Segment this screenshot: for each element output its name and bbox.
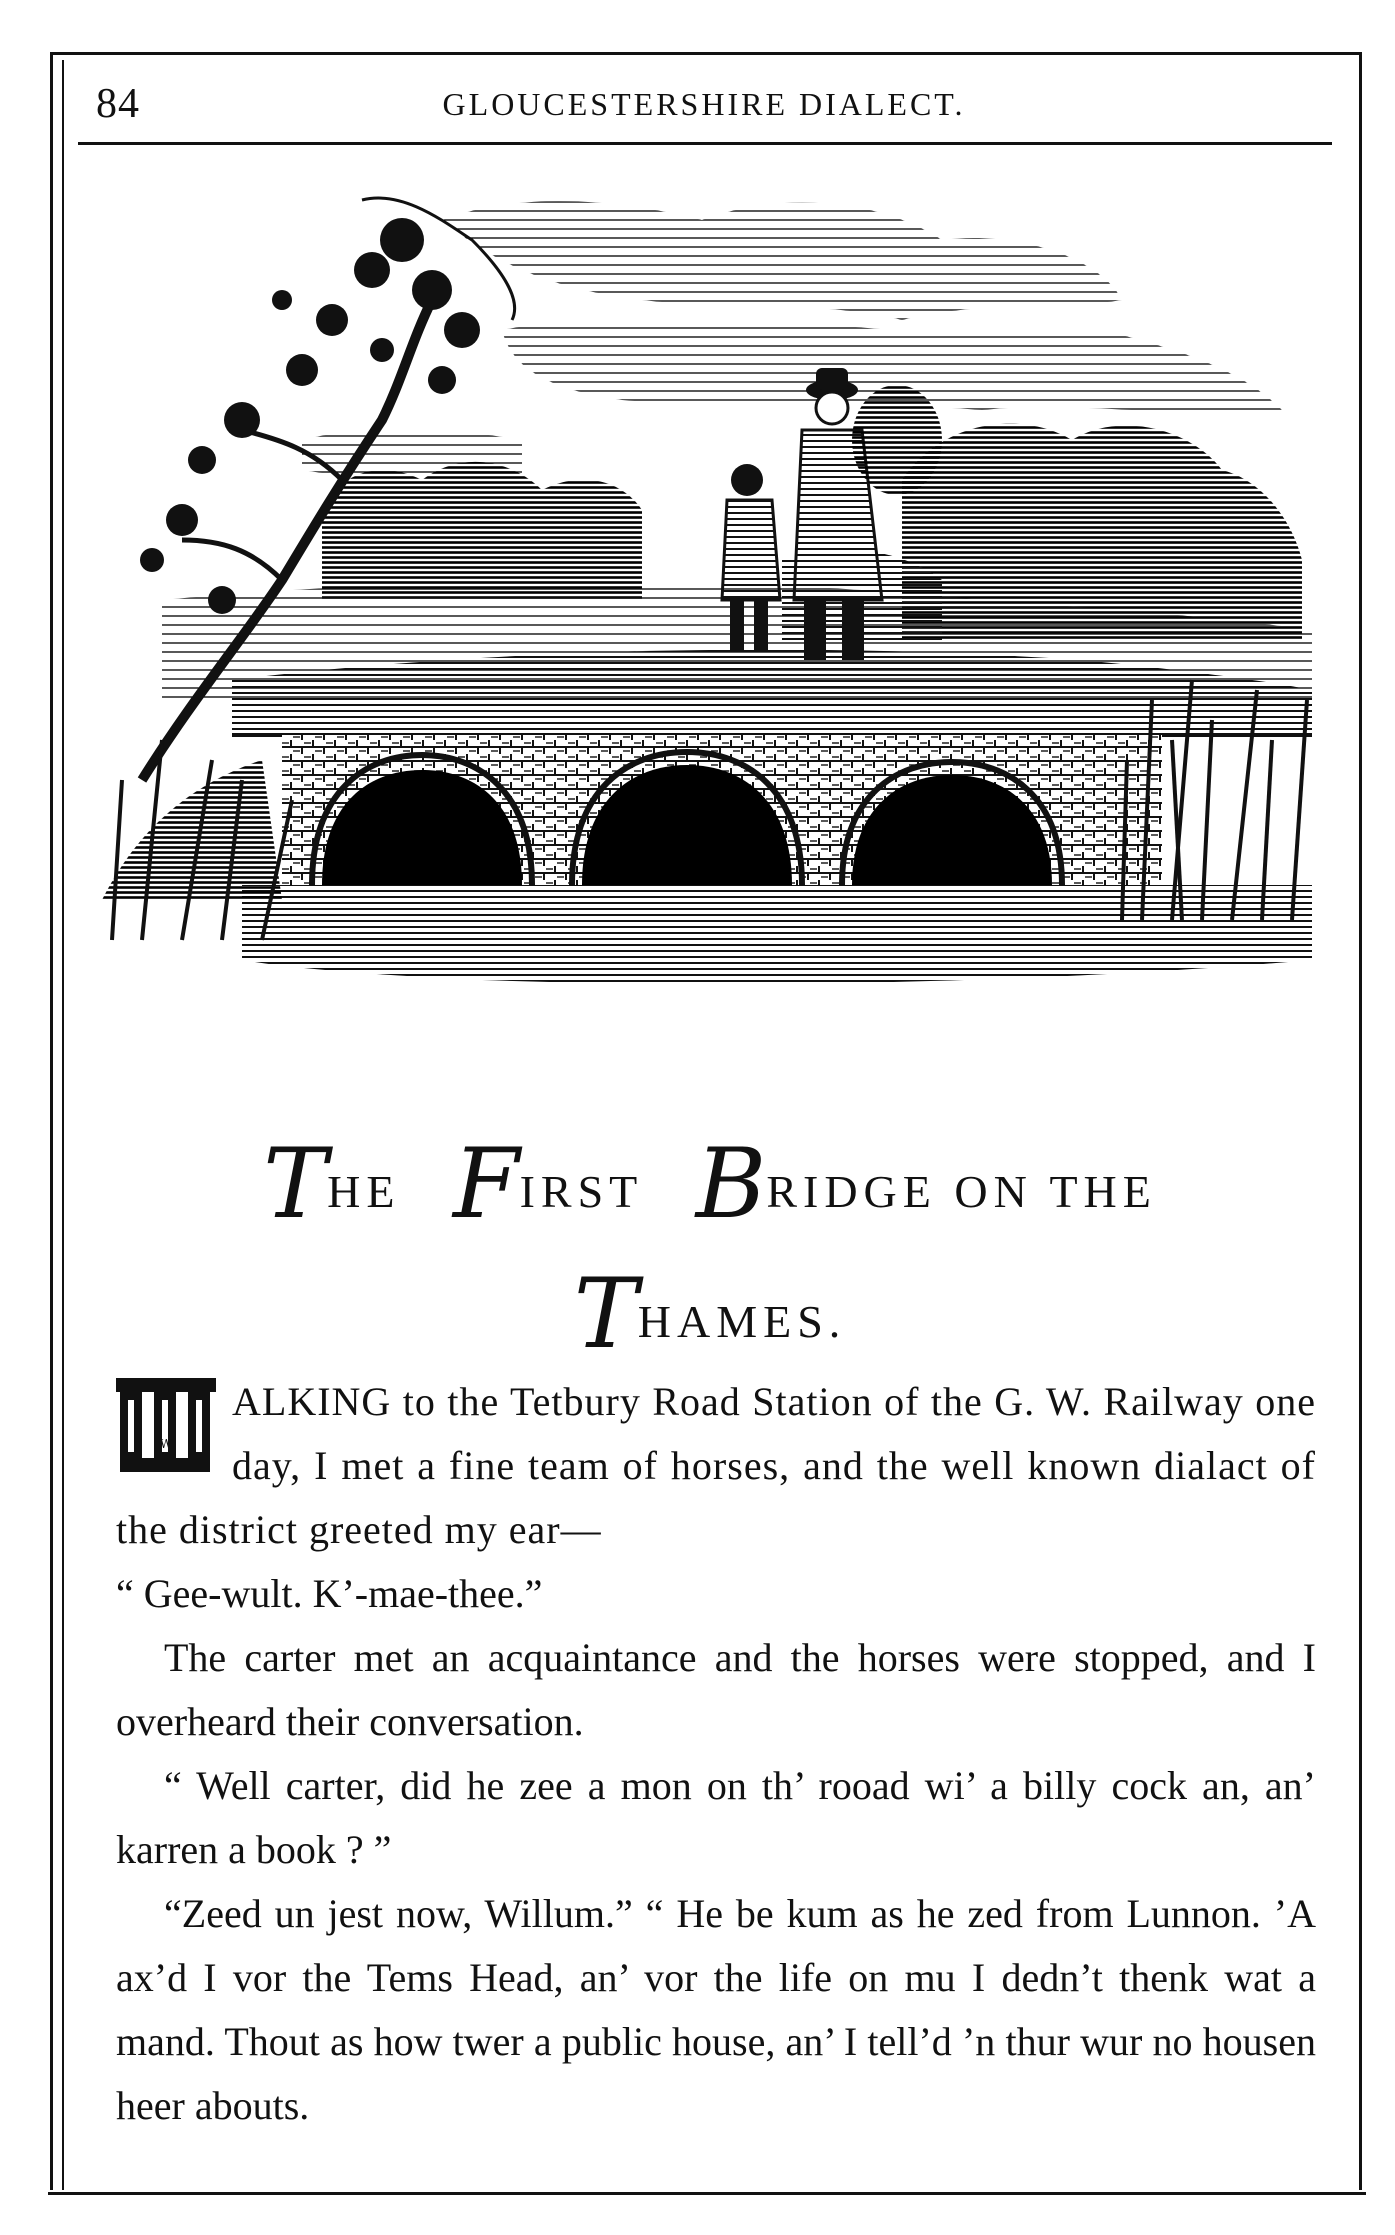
title-word-ridge: RIDGE ON THE — [766, 1166, 1157, 1217]
chapter-title-line-2 — [120, 1258, 1300, 1370]
title-word-irst: IRST — [519, 1166, 644, 1217]
running-title: GLOUCESTERSHIRE DIALECT. — [442, 86, 966, 122]
bridge-engraving — [82, 180, 1344, 1060]
chapter-title-line-1 — [120, 1128, 1300, 1240]
drop-cap-letter: W — [159, 1437, 173, 1451]
title-initial-t: T — [263, 1128, 328, 1240]
running-head — [78, 78, 1330, 138]
bottom-border — [48, 2192, 1366, 2195]
header-rule — [78, 142, 1332, 145]
title-initial-t2: T — [573, 1258, 638, 1370]
paragraph-4: “Zeed un jest now, Willum.” “ He be kum as he zed from Lunnon. ’A ax’d I vor the Tems Head, an’ vor the life on mu I dedn’t thenk wat a mand. Thout as how twer a public house, an’ I tell’d ’n thur wur no housen heer abouts. — [116, 1891, 1316, 2128]
paragraph-2: The carter met an acquaintance and the horses were stopped, and I overheard their conversation. — [116, 1635, 1316, 1744]
paragraph-1 — [116, 1370, 1316, 1562]
title-initial-f: F — [452, 1128, 520, 1240]
drop-cap-w — [116, 1378, 216, 1476]
inner-border — [62, 60, 64, 2190]
paragraph-1-quote: “ Gee-wult. K’-mae-thee.” — [116, 1571, 543, 1616]
paragraph-3: “ Well carter, did he zee a mon on th’ rooad wi’ a billy cock an, an’ karren a book ? ” — [116, 1763, 1316, 1872]
page-number: 84 — [96, 81, 140, 127]
paragraph-1-text: ALKING to the Tetbury Road Station of the G. W. Railway one day, I met a fine team of horses, and the well known dialact of the district greeted my ear— — [116, 1379, 1316, 1552]
title-initial-b: B — [695, 1128, 767, 1240]
title-word-hames: HAMES. — [637, 1296, 847, 1347]
body-text — [116, 1370, 1316, 2138]
title-word-he: HE — [327, 1166, 401, 1217]
